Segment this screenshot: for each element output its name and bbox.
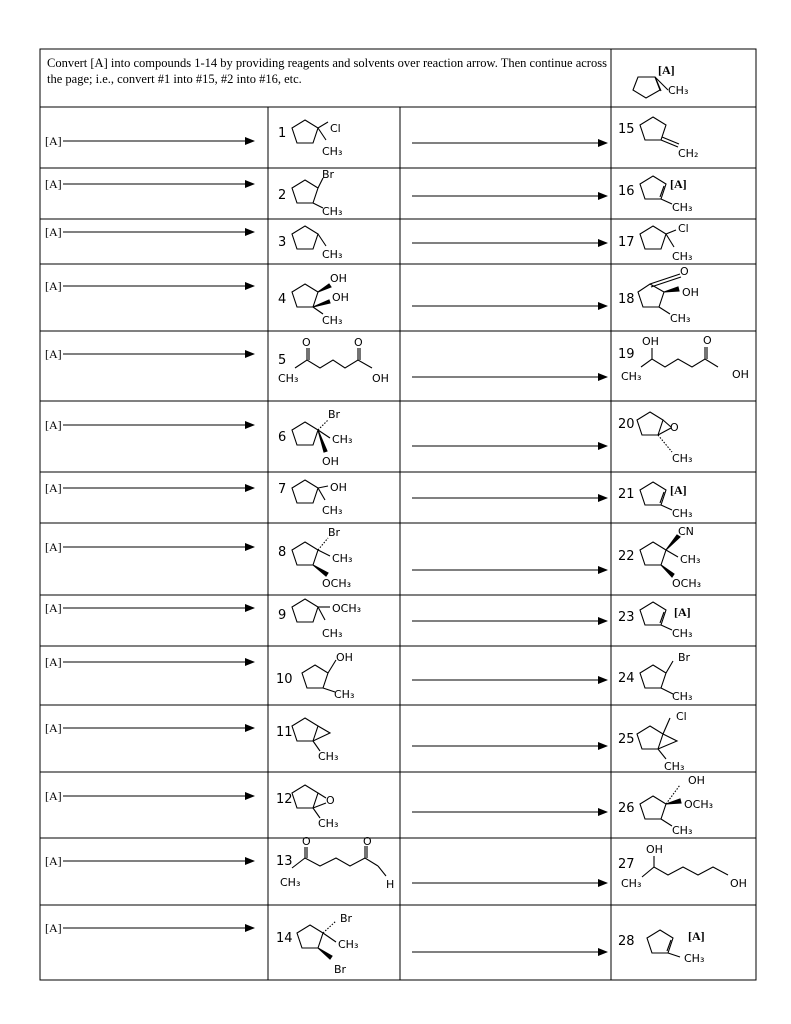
compound-number: 8 xyxy=(278,545,287,560)
compound-4-structure xyxy=(292,284,331,314)
compound-18-structure xyxy=(638,274,681,314)
substituent-label: CH₃ xyxy=(680,553,701,566)
compound-number: 11 xyxy=(276,725,293,740)
substituent-label: CH₃ xyxy=(672,452,693,465)
compound-23-structure xyxy=(640,602,672,630)
substituent-label: OH xyxy=(332,291,349,304)
substituent-label: CH₃ xyxy=(318,750,339,763)
compound-a-label: [A] xyxy=(658,63,675,77)
compound-7-structure xyxy=(292,480,328,503)
compound-17-structure xyxy=(640,226,676,249)
substituent-label: Br xyxy=(340,912,353,925)
compound-5-structure xyxy=(295,348,372,368)
compound-13-structure xyxy=(292,846,386,876)
start-label: [A] xyxy=(45,225,62,239)
substituent-label: Br xyxy=(328,408,341,421)
substituent-label: CH₃ xyxy=(322,314,343,327)
compound-6-structure xyxy=(292,420,330,452)
compound-15-structure xyxy=(640,117,679,147)
substituent-label: CH₃ xyxy=(318,817,339,830)
substituent-label: CH₃ xyxy=(672,201,693,214)
compound-number: 26 xyxy=(618,801,635,816)
compound-number: 15 xyxy=(618,122,635,137)
substituent-label: O xyxy=(302,336,311,349)
substituent-label: OH xyxy=(322,455,339,468)
compound-number: 23 xyxy=(618,610,635,625)
start-label: [A] xyxy=(45,921,62,935)
substituent-label: O xyxy=(363,835,372,848)
substituent-label: Cl xyxy=(678,222,689,235)
substituent-label: CH₃ xyxy=(322,205,343,218)
compound-number: 16 xyxy=(618,184,635,199)
substituent-label: CH₃ xyxy=(670,312,691,325)
compound-number: 19 xyxy=(618,347,635,362)
reaction-arrows-step1 xyxy=(63,141,254,928)
substituent-label: CH₃ xyxy=(322,627,343,640)
compound-number: 3 xyxy=(278,235,287,250)
compound-number: 18 xyxy=(618,292,635,307)
table-grid xyxy=(40,49,756,980)
substituent-label: Br xyxy=(322,168,335,181)
substituent-label: O xyxy=(670,421,679,434)
substituent-label: O xyxy=(680,265,689,278)
substituent-label: [A] xyxy=(670,483,687,497)
substituent-label: CH₃ xyxy=(332,433,353,446)
compound-14-structure xyxy=(297,921,336,959)
compound-1-structure xyxy=(292,120,328,143)
compound-number: 25 xyxy=(618,732,635,747)
compound-28-structure xyxy=(647,930,680,957)
substituent-label: CH₃ xyxy=(332,552,353,565)
compound-3-structure xyxy=(292,226,326,249)
substituent-label: Cl xyxy=(676,710,687,723)
compound-9-structure xyxy=(292,599,330,622)
compound-number: 4 xyxy=(278,292,287,307)
substituent-label: [A] xyxy=(670,177,687,191)
compound-27-structure xyxy=(642,856,728,877)
compound-16-structure xyxy=(640,176,672,204)
compound-number: 17 xyxy=(618,235,635,250)
substituent-label: OCH₃ xyxy=(672,577,702,590)
compound-number: 14 xyxy=(276,931,293,946)
substituent-label: CH₃ xyxy=(278,372,299,385)
compound-21-structure xyxy=(640,482,672,510)
start-label: [A] xyxy=(45,134,62,148)
substituent-label: CH₃ xyxy=(672,824,693,837)
compound-26-structure xyxy=(640,785,681,826)
substituent-label: Br xyxy=(678,651,691,664)
substituent-label: CH₃ xyxy=(621,877,642,890)
compound-number: 24 xyxy=(618,671,635,686)
start-label: [A] xyxy=(45,279,62,293)
substituent-label: [A] xyxy=(674,605,691,619)
compound-12-structure xyxy=(292,785,326,818)
substituent-label: CH₃ xyxy=(322,248,343,261)
substituent-label: OCH₃ xyxy=(322,577,352,590)
substituent-label: CH₃ xyxy=(621,370,642,383)
compound-22-structure xyxy=(640,535,680,577)
start-label: [A] xyxy=(45,481,62,495)
substituent-label: O xyxy=(302,835,311,848)
substituent-label: OH xyxy=(732,368,749,381)
substituent-label: CH₃ xyxy=(684,952,705,965)
compound-number: 5 xyxy=(278,353,287,368)
compound-a-structure xyxy=(633,63,688,98)
substituent-label: H xyxy=(386,878,395,891)
substituent-label: OCH₃ xyxy=(332,602,362,615)
substituent-label: OH xyxy=(372,372,389,385)
compound-number: 20 xyxy=(618,417,635,432)
start-label: [A] xyxy=(45,418,62,432)
substituent-label: OH xyxy=(730,877,747,890)
substituent-label: CH₃ xyxy=(672,627,693,640)
start-label: [A] xyxy=(45,854,62,868)
compound-number: 7 xyxy=(278,482,287,497)
substituent-label: O xyxy=(326,794,335,807)
substituent-label: Br xyxy=(334,963,347,976)
compound-number: 13 xyxy=(276,854,293,869)
compound-number: 10 xyxy=(276,672,293,687)
compound-11-structure xyxy=(292,718,330,751)
start-label: [A] xyxy=(45,789,62,803)
start-label: [A] xyxy=(45,347,62,361)
compound-19-structure xyxy=(641,347,718,367)
substituent-label: CH₃ xyxy=(672,507,693,520)
compound-a-methyl: CH₃ xyxy=(668,84,689,97)
substituent-label: CH₃ xyxy=(672,250,693,263)
substituent-label: O xyxy=(703,334,712,347)
start-label: [A] xyxy=(45,601,62,615)
substituent-label: CH₃ xyxy=(338,938,359,951)
substituent-label: [A] xyxy=(688,929,705,943)
start-label: [A] xyxy=(45,721,62,735)
compound-24-structure xyxy=(640,661,673,694)
column2-labels xyxy=(618,122,749,965)
compound-number: 22 xyxy=(618,549,635,564)
substituent-label: OH xyxy=(336,651,353,664)
start-label: [A] xyxy=(45,540,62,554)
substituent-label: OCH₃ xyxy=(684,798,714,811)
start-label: [A] xyxy=(45,177,62,191)
compound-25-structure xyxy=(637,718,677,759)
start-labels xyxy=(45,134,62,935)
substituent-label: CH₂ xyxy=(678,147,699,160)
substituent-label: OH xyxy=(642,335,659,348)
compound-number: 1 xyxy=(278,126,287,141)
substituent-label: Br xyxy=(328,526,341,539)
substituent-label: CH₃ xyxy=(334,688,355,701)
substituent-label: CN xyxy=(678,525,694,538)
substituent-label: CH₃ xyxy=(280,876,301,889)
compound-8-structure xyxy=(292,538,330,576)
compound-number: 2 xyxy=(278,188,287,203)
start-label: [A] xyxy=(45,655,62,669)
compound-number: 27 xyxy=(618,857,635,872)
instructions-text: Convert [A] into compounds 1-14 by providing reagents and solvents over reaction arrow. Then continue across the page; i.e., convert #1 into #15, #2 into #16, etc. xyxy=(47,56,607,86)
compound-number: 21 xyxy=(618,487,635,502)
substituent-label: O xyxy=(354,336,363,349)
compound-number: 28 xyxy=(618,934,635,949)
substituent-label: Cl xyxy=(330,122,341,135)
compound-2-structure xyxy=(292,178,323,208)
compound-number: 6 xyxy=(278,430,287,445)
compound-10-structure xyxy=(302,660,336,692)
compound-20-structure xyxy=(637,412,672,452)
compound-number: 12 xyxy=(276,792,293,807)
substituent-label: CH₃ xyxy=(322,145,343,158)
substituent-label: OH xyxy=(688,774,705,787)
compound-number: 9 xyxy=(278,608,287,623)
substituent-label: OH xyxy=(330,481,347,494)
substituent-label: CH₃ xyxy=(672,690,693,703)
substituent-label: OH xyxy=(646,843,663,856)
substituent-label: OH xyxy=(330,272,347,285)
substituent-label: CH₃ xyxy=(322,504,343,517)
substituent-label: CH₃ xyxy=(664,760,685,773)
substituent-label: OH xyxy=(682,286,699,299)
